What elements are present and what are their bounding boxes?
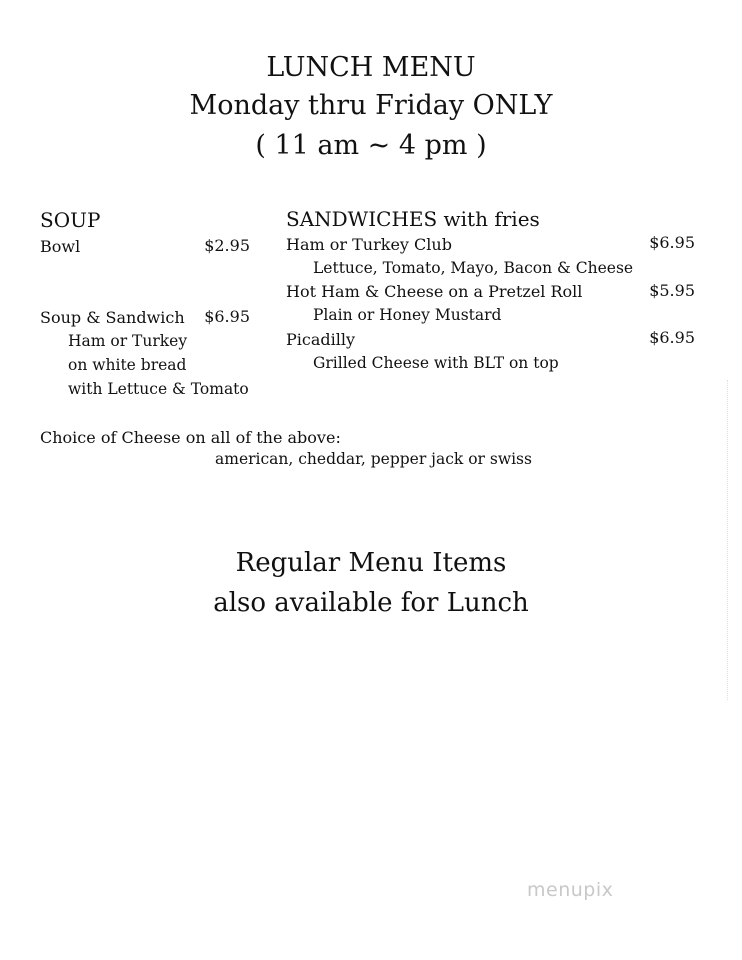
menu-days: Monday thru Friday ONLY bbox=[189, 90, 553, 121]
cheese-choice-label: Choice of Cheese on all of the above: bbox=[40, 428, 341, 447]
sandwich-item-price: $5.95 bbox=[649, 281, 695, 300]
soup-heading: SOUP bbox=[40, 208, 101, 232]
soup-sandwich-name: Soup & Sandwich bbox=[40, 308, 185, 327]
sandwich-item-price: $6.95 bbox=[649, 233, 695, 252]
soup-sandwich-desc-line: with Lettuce & Tomato bbox=[68, 380, 249, 398]
menupix-watermark: menupix bbox=[527, 879, 614, 901]
soup-sandwich-desc-line: Ham or Turkey bbox=[68, 332, 188, 350]
soup-bowl-name: Bowl bbox=[40, 237, 81, 256]
sandwich-item-price: $6.95 bbox=[649, 328, 695, 347]
sandwich-item-desc: Lettuce, Tomato, Mayo, Bacon & Cheese bbox=[313, 259, 634, 277]
regular-menu-note: also available for Lunch bbox=[213, 588, 529, 618]
sandwich-item-desc: Plain or Honey Mustard bbox=[313, 306, 502, 324]
soup-sandwich-desc-line: on white bread bbox=[68, 356, 187, 374]
menu-title: LUNCH MENU bbox=[266, 52, 476, 83]
sandwiches-heading: SANDWICHES with fries bbox=[286, 207, 540, 231]
soup-sandwich-price: $6.95 bbox=[204, 307, 250, 326]
menu-hours: ( 11 am ~ 4 pm ) bbox=[255, 130, 487, 161]
sandwich-item-name: Ham or Turkey Club bbox=[286, 235, 452, 254]
cheese-choice-options: american, cheddar, pepper jack or swiss bbox=[215, 450, 532, 468]
sandwich-item-desc: Grilled Cheese with BLT on top bbox=[313, 354, 559, 372]
sandwich-item-name: Picadilly bbox=[286, 330, 356, 349]
soup-bowl-price: $2.95 bbox=[204, 236, 250, 255]
scan-edge-line bbox=[727, 380, 729, 700]
sandwich-item-name: Hot Ham & Cheese on a Pretzel Roll bbox=[286, 282, 583, 301]
regular-menu-note: Regular Menu Items bbox=[235, 548, 507, 578]
